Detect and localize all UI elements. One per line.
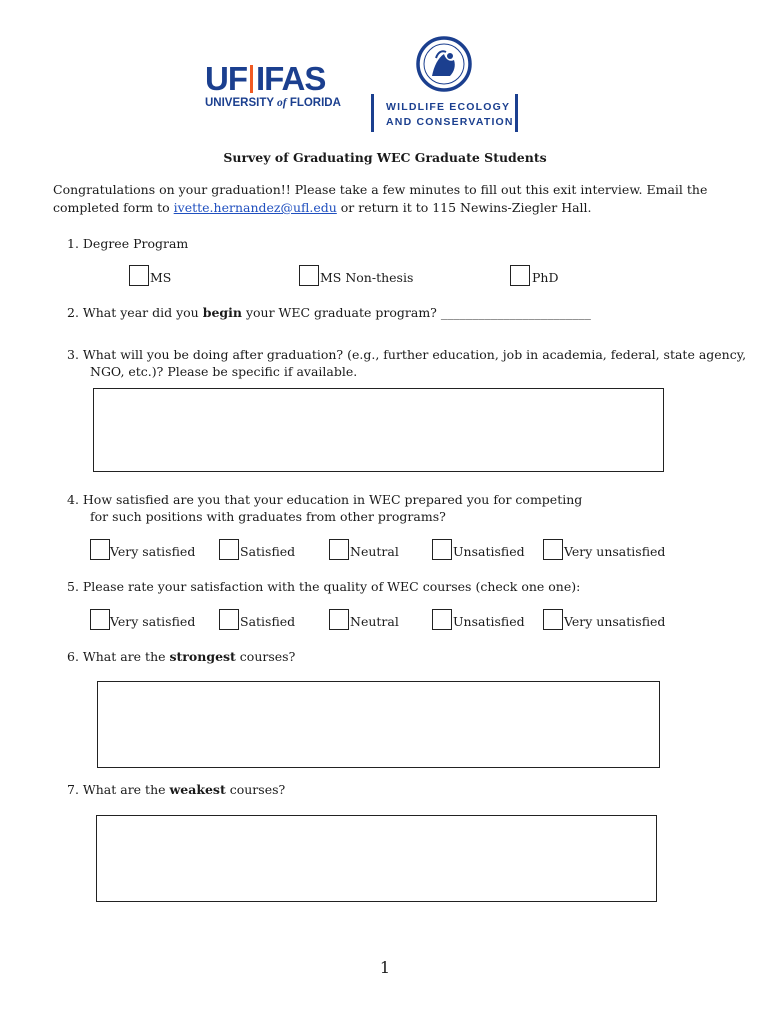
q5-checkbox-unsatisfied[interactable] xyxy=(432,609,452,630)
q6-label-bold: strongest xyxy=(169,649,236,664)
page-title: Survey of Graduating WEC Graduate Students xyxy=(223,150,547,165)
q2-label-bold: begin xyxy=(202,305,242,320)
department-line-1: WILDLIFE ECOLOGY xyxy=(386,101,511,113)
page-number: 1 xyxy=(379,958,391,977)
q4-option-very-unsatisfied: Very unsatisfied xyxy=(564,544,666,559)
checkbox-phd[interactable] xyxy=(510,265,530,286)
q2-label xyxy=(67,304,591,321)
q7-answer-box[interactable] xyxy=(96,815,657,902)
q6-answer-box[interactable] xyxy=(97,681,660,768)
uf-logo-text: UF xyxy=(205,60,247,97)
q3-answer-box[interactable] xyxy=(93,388,664,472)
q4-option-unsatisfied: Unsatisfied xyxy=(453,544,525,559)
q4-checkbox-satisfied[interactable] xyxy=(219,539,239,560)
q7-label-bold: weakest xyxy=(169,782,226,797)
q5-option-very-unsatisfied: Very unsatisfied xyxy=(564,614,666,629)
florida-text: FLORIDA xyxy=(289,97,341,109)
intro-line-2 xyxy=(53,199,592,216)
intro-line-2-pre: completed form to xyxy=(53,200,174,215)
q4-checkbox-unsatisfied[interactable] xyxy=(432,539,452,560)
q5-option-neutral: Neutral xyxy=(350,614,399,629)
q6-label xyxy=(67,648,295,665)
ifas-logo-text: IFAS xyxy=(256,60,326,97)
q5-checkbox-neutral[interactable] xyxy=(329,609,349,630)
q3-line-1: 3. What will you be doing after graduation? (e.g., further education, job in academia, federal, state agency, xyxy=(67,347,747,362)
intro-line-1: Congratulations on your graduation!! Please take a few minutes to fill out this exit interview. Email the xyxy=(53,182,708,197)
q4-checkbox-very-satisfied[interactable] xyxy=(90,539,110,560)
q2-label-post: your WEC graduate program? xyxy=(241,305,441,320)
of-text: of xyxy=(277,97,287,109)
q7-label-pre: 7. What are the xyxy=(67,782,170,797)
dept-rule-right xyxy=(515,94,518,132)
checkbox-ms[interactable] xyxy=(129,265,149,286)
uf-ifas-logo xyxy=(205,62,345,112)
q5-option-satisfied: Satisfied xyxy=(240,614,296,629)
q4-line-2: for such positions with graduates from other programs? xyxy=(90,509,446,524)
q5-checkbox-very-unsatisfied[interactable] xyxy=(543,609,563,630)
checkbox-ms-non-thesis[interactable] xyxy=(299,265,319,286)
q5-checkbox-very-satisfied[interactable] xyxy=(90,609,110,630)
q5-label: 5. Please rate your satisfaction with the quality of WEC courses (check one one): xyxy=(67,579,581,594)
department-line-2: AND CONSERVATION xyxy=(386,116,514,128)
q3-line-2: NGO, etc.)? Please be specific if available. xyxy=(90,364,358,379)
q4-line-1: 4. How satisfied are you that your education in WEC prepared you for competing xyxy=(67,492,583,507)
email-link[interactable]: ivette.hernandez@ufl.edu xyxy=(173,200,337,215)
q5-option-very-satisfied: Very satisfied xyxy=(110,614,196,629)
department-name xyxy=(386,100,514,130)
wec-seal-icon xyxy=(416,36,472,92)
intro-line-2-post: or return it to 115 Newins-Ziegler Hall. xyxy=(336,200,592,215)
q6-label-post: courses? xyxy=(235,649,296,664)
dept-rule-left xyxy=(371,94,374,132)
university-text: UNIVERSITY xyxy=(205,97,274,109)
q5-option-unsatisfied: Unsatisfied xyxy=(453,614,525,629)
logo-divider xyxy=(250,65,253,93)
q4-option-neutral: Neutral xyxy=(350,544,399,559)
option-phd: PhD xyxy=(532,270,559,285)
year-blank-field[interactable]: ________________________ xyxy=(440,305,591,320)
q6-label-pre: 6. What are the xyxy=(67,649,170,664)
q7-label xyxy=(67,781,285,798)
q5-checkbox-satisfied[interactable] xyxy=(219,609,239,630)
q4-option-very-satisfied: Very satisfied xyxy=(110,544,196,559)
option-ms-non-thesis: MS Non-thesis xyxy=(320,270,414,285)
q7-label-post: courses? xyxy=(225,782,286,797)
option-ms: MS xyxy=(150,270,172,285)
q4-checkbox-neutral[interactable] xyxy=(329,539,349,560)
q2-label-pre: 2. What year did you xyxy=(67,305,203,320)
q4-checkbox-very-unsatisfied[interactable] xyxy=(543,539,563,560)
q4-option-satisfied: Satisfied xyxy=(240,544,296,559)
q1-label: 1. Degree Program xyxy=(67,236,189,251)
